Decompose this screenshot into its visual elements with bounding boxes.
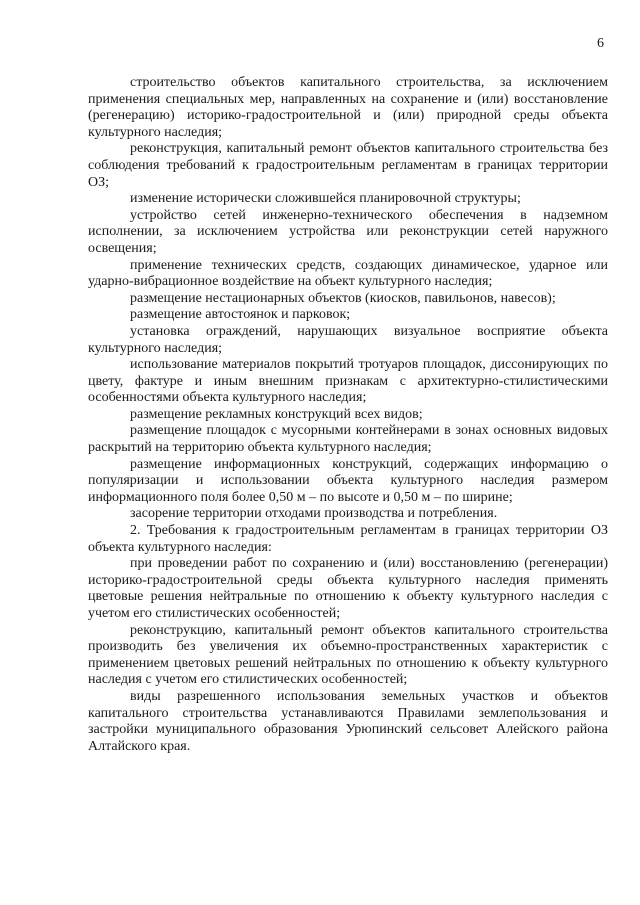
restriction-reconstruction: реконструкция, капитальный ремонт объектов капитального строительства без соблюдения требований к градостроительным регламентам в границах территории ОЗ;: [88, 141, 608, 190]
restriction-fences: установка ограждений, нарушающих визуальное восприятие объекта культурного наследия;: [88, 323, 608, 356]
restriction-technical-means: применение технических средств, создающих динамическое, ударное или ударно-вибрационное воздействие на объект культурного наследия;: [88, 257, 608, 290]
section-2-heading: 2. Требования к градостроительным регламентам в границах территории ОЗ объекта культурного наследия:: [88, 523, 608, 555]
restriction-parking: размещение автостоянок и парковок;: [130, 307, 351, 323]
restriction-capital-construction: строительство объектов капитального строительства, за исключением применения специальных мер, направленных на сохранение и (или) восстановление (регенерацию) историко-градостроительной и (или) природной среды объекта культурного наследия;: [88, 75, 608, 140]
restriction-planning-structure: изменение исторически сложившейся планировочной структуры;: [130, 191, 521, 207]
restriction-info-signs: размещение информационных конструкций, содержащих информацию о популяризации и использовании объекта культурного наследия размером информационного поля более 0,50 м – по высоте и 0,50 м – по ширине;: [88, 456, 608, 505]
restriction-advertising: размещение рекламных конструкций всех видов;: [130, 406, 423, 422]
restriction-pavement-materials: использование материалов покрытий тротуаров площадок, диссонирующих по цвету, фактуре и иным внешним признакам с архитектурно-стилистическими особенностями объекта культурного наследия;: [88, 357, 608, 406]
document-body: [88, 75, 608, 755]
requirement-color-solutions: при проведении работ по сохранению и (или) восстановлению (регенерации) историко-градостроительной среды объекта культурного наследия применять цветовые решения нейтральные по отношению к объекту культурного наследия с учетом его стилистических особенностей;: [88, 556, 608, 621]
restriction-waste-sites: размещение площадок с мусорными контейнерами в зонах основных видовых раскрытий на территорию объекта культурного наследия;: [88, 423, 608, 456]
restriction-littering: засорение территории отходами производства и потребления.: [130, 506, 498, 522]
requirement-land-use: виды разрешенного использования земельных участков и объектов капитального строительства устанавливаются Правилами землепользования и застройки муниципального образования Урюпинский сельсовет Алейского района Алтайского края.: [88, 688, 608, 754]
page-number: 6: [597, 36, 604, 51]
restriction-engineering-networks: устройство сетей инженерно-технического обеспечения в надземном исполнении, за исключением устройства или реконструкции сетей наружного освещения;: [88, 207, 608, 256]
requirement-reconstruction: реконструкцию, капитальный ремонт объектов капитального строительства производить без увеличения их объемно-пространственных характеристик с применением цветовых решений нейтральных по отношению к объекту культурного наследия с учетом его стилистических особенностей;: [88, 622, 608, 688]
restriction-non-stationary-objects: размещение нестационарных объектов (киосков, павильонов, навесов);: [130, 290, 556, 306]
